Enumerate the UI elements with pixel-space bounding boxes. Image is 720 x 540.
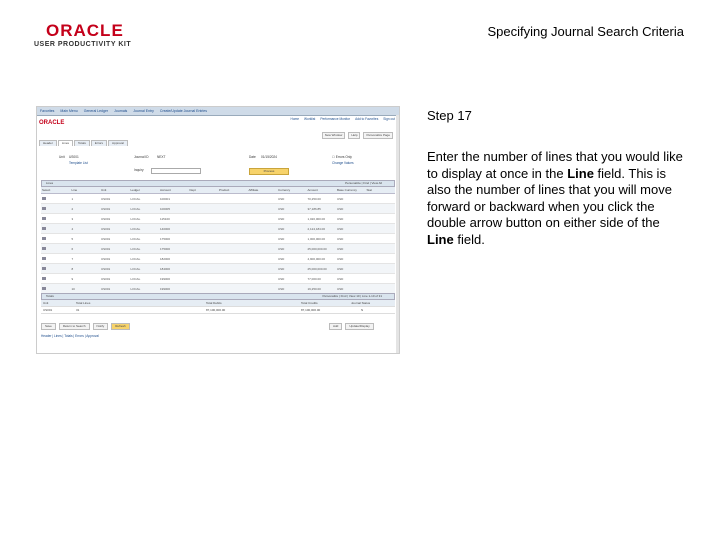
table-row[interactable] xyxy=(41,254,395,264)
column-header[interactable]: Currency xyxy=(277,187,307,194)
personalize-page-button[interactable]: Personalize Page xyxy=(363,132,393,139)
table-cell: 199000 xyxy=(159,284,189,294)
table-cell: 1,020,000.00 xyxy=(307,214,337,224)
tab-errors[interactable]: Errors xyxy=(91,140,107,146)
column-header[interactable]: Product xyxy=(218,187,248,194)
table-row[interactable] xyxy=(41,244,395,254)
footer-links[interactable]: Header | Lines | Totals | Errors | Approval xyxy=(41,334,99,338)
app-header xyxy=(37,116,399,130)
page-title: Specifying Journal Search Criteria xyxy=(487,24,684,39)
totals-section xyxy=(41,293,395,314)
column-header[interactable]: Unit xyxy=(100,187,130,194)
lines-grid-nav[interactable]: Personalize | Find | View All xyxy=(345,181,382,185)
process-button[interactable]: Process xyxy=(249,168,289,175)
logo-brand: ORACLE xyxy=(46,21,124,40)
table-cell: US001 xyxy=(100,234,130,244)
application-screenshot xyxy=(36,106,400,354)
table-cell xyxy=(41,274,71,284)
instruction-field-1: Line xyxy=(567,165,594,181)
table-cell xyxy=(41,254,71,264)
table-cell xyxy=(366,194,396,204)
inquiry-label: Inquiry xyxy=(134,168,144,172)
table-cell xyxy=(248,284,278,294)
lines-grid-title-text: Lines xyxy=(46,181,54,185)
topnav-item[interactable]: General Ledger xyxy=(83,109,109,113)
table-cell: 1,000,000.00 xyxy=(307,234,337,244)
table-cell: LOCAL xyxy=(130,204,160,214)
row-select-icon[interactable] xyxy=(42,247,46,250)
table-cell: USD xyxy=(336,234,366,244)
table-cell: 184000 xyxy=(159,264,189,274)
totals-title-text: Totals xyxy=(46,294,54,298)
table-cell xyxy=(41,244,71,254)
table-cell xyxy=(248,194,278,204)
errors-only-checkbox[interactable]: ☐ Errors Only xyxy=(332,155,352,159)
column-header[interactable]: Select xyxy=(41,187,71,194)
table-cell: USD xyxy=(277,284,307,294)
row-select-icon[interactable] xyxy=(42,217,46,220)
scrollbar[interactable] xyxy=(396,115,399,353)
table-row[interactable] xyxy=(41,284,395,294)
table-cell: 100001 xyxy=(159,194,189,204)
unit-label: Unit xyxy=(59,155,65,159)
table-cell xyxy=(248,264,278,274)
action-buttons xyxy=(41,323,130,330)
table-cell xyxy=(189,284,219,294)
table-cell: 6 xyxy=(71,244,101,254)
table-cell: US001 xyxy=(100,284,130,294)
table-cell: LOCAL xyxy=(130,264,160,274)
header-link[interactable]: Add to Favorites xyxy=(355,117,379,121)
table-cell xyxy=(189,264,219,274)
journal-info xyxy=(39,147,395,177)
unit-value: US001 xyxy=(69,155,79,159)
table-cell xyxy=(189,274,219,284)
table-cell: US001 xyxy=(100,254,130,264)
header-link[interactable]: Home xyxy=(290,117,300,121)
table-cell: LOCAL xyxy=(130,244,160,254)
topnav-item[interactable]: Journal Entry xyxy=(133,109,154,113)
totals-value: 87,100,000.00 xyxy=(301,308,321,312)
table-cell xyxy=(218,194,248,204)
header-link[interactable]: Worklist xyxy=(304,117,316,121)
table-cell xyxy=(218,264,248,274)
tab-header[interactable]: Header xyxy=(39,140,57,146)
tab-totals[interactable]: Totals xyxy=(74,140,90,146)
table-cell: USD xyxy=(336,204,366,214)
totals-col-header: Unit xyxy=(43,301,49,305)
table-cell: 77,000.00 xyxy=(307,274,337,284)
table-cell xyxy=(189,214,219,224)
table-cell xyxy=(366,284,396,294)
table-cell: LOCAL xyxy=(130,274,160,284)
table-cell: LOCAL xyxy=(130,234,160,244)
table-cell xyxy=(41,234,71,244)
help-button[interactable]: Help xyxy=(348,132,360,139)
table-cell xyxy=(248,224,278,234)
row-select-icon[interactable] xyxy=(42,287,46,290)
tab-approval[interactable]: Approval xyxy=(108,140,128,146)
instruction-text-3: field. xyxy=(453,231,485,247)
topnav-item[interactable]: Create/Update Journal Entries xyxy=(159,109,208,113)
table-cell xyxy=(366,274,396,284)
table-row[interactable] xyxy=(41,204,395,214)
date-label: Date xyxy=(249,155,256,159)
column-header[interactable]: Affiliate xyxy=(248,187,278,194)
table-cell xyxy=(189,194,219,204)
table-cell: USD xyxy=(336,224,366,234)
template-list-link[interactable]: Template List xyxy=(69,161,88,165)
table-cell xyxy=(41,284,71,294)
table-cell xyxy=(41,224,71,234)
table-cell xyxy=(366,204,396,214)
totals-value: 87,100,000.00 xyxy=(206,308,226,312)
table-cell: 3 xyxy=(71,214,101,224)
table-cell xyxy=(218,284,248,294)
topnav-item[interactable]: Journals xyxy=(114,109,128,113)
table-cell xyxy=(218,224,248,234)
table-cell xyxy=(41,204,71,214)
table-cell xyxy=(248,244,278,254)
table-cell: 25,000,000.00 xyxy=(307,244,337,254)
header-link[interactable]: Performance Monitor xyxy=(320,117,351,121)
table-cell: 2 xyxy=(71,204,101,214)
row-select-icon[interactable] xyxy=(42,197,46,200)
table-cell: LOCAL xyxy=(130,194,160,204)
totals-col-header: Journal Status xyxy=(351,301,371,305)
lines-grid-title xyxy=(41,180,395,187)
table-cell: 140000 xyxy=(159,224,189,234)
table-cell: LOCAL xyxy=(130,214,160,224)
return-to-search-button[interactable]: Return to Search xyxy=(59,323,90,330)
header-links xyxy=(291,117,395,121)
table-cell xyxy=(366,234,396,244)
table-cell xyxy=(218,204,248,214)
refresh-button[interactable]: Refresh xyxy=(111,323,130,330)
logo-product: USER PRODUCTIVITY KIT xyxy=(34,41,132,48)
column-header[interactable]: Account xyxy=(159,187,189,194)
notify-button[interactable]: Notify xyxy=(93,323,109,330)
lines-table xyxy=(41,187,395,294)
table-cell: 37,186.85 xyxy=(307,204,337,214)
column-header[interactable]: Stat xyxy=(366,187,396,194)
totals-value: US001 xyxy=(43,308,53,312)
table-cell xyxy=(218,244,248,254)
table-cell: USD xyxy=(277,234,307,244)
add-buttons xyxy=(329,323,374,330)
table-cell: 2,124,184.00 xyxy=(307,224,337,234)
table-cell: 5 xyxy=(71,234,101,244)
add-button[interactable]: Add xyxy=(329,323,342,330)
table-cell: US001 xyxy=(100,214,130,224)
table-cell: USD xyxy=(277,214,307,224)
table-cell xyxy=(366,244,396,254)
table-cell: US001 xyxy=(100,274,130,284)
table-cell xyxy=(189,224,219,234)
table-cell xyxy=(189,254,219,264)
save-button[interactable]: Save xyxy=(41,323,56,330)
table-cell: USD xyxy=(336,244,366,254)
table-cell: US001 xyxy=(100,204,130,214)
table-cell xyxy=(366,264,396,274)
table-row[interactable] xyxy=(41,234,395,244)
totals-value: 31 xyxy=(76,308,80,312)
table-cell xyxy=(248,274,278,284)
table-cell: 4,900,000.00 xyxy=(307,254,337,264)
column-header[interactable]: Dept xyxy=(189,187,219,194)
table-cell: 115100 xyxy=(159,214,189,224)
totals-col-header: Total Credits xyxy=(301,301,318,305)
lines-grid xyxy=(41,180,395,294)
table-cell: USD xyxy=(277,254,307,264)
table-cell: US001 xyxy=(100,194,130,204)
totals-nav[interactable]: Personalize | Find | View 10 | Line 1-10 of 31 xyxy=(322,294,382,298)
table-cell xyxy=(248,214,278,224)
column-header[interactable]: Ledger xyxy=(130,187,160,194)
totals-title xyxy=(41,293,395,300)
table-cell: USD xyxy=(336,274,366,284)
row-select-icon[interactable] xyxy=(42,257,46,260)
table-cell xyxy=(218,214,248,224)
table-cell: 100005 xyxy=(159,204,189,214)
journal-id-value: NEXT xyxy=(157,155,166,159)
table-cell: USD xyxy=(277,244,307,254)
table-cell: USD xyxy=(277,224,307,234)
table-cell: US001 xyxy=(100,264,130,274)
instruction-text-2: field. This is also the number of lines that you will move forward or backward when you click the double arrow button on either side of the xyxy=(427,165,672,230)
table-cell xyxy=(366,254,396,264)
table-cell: 9 xyxy=(71,274,101,284)
table-cell: 182000 xyxy=(159,254,189,264)
tab-lines[interactable]: Lines xyxy=(58,140,73,146)
update-display-button[interactable]: Update/Display xyxy=(345,323,373,330)
totals-value-row xyxy=(41,307,395,314)
table-cell xyxy=(189,244,219,254)
table-cell: USD xyxy=(336,284,366,294)
topnav-item[interactable]: Favorites xyxy=(40,109,55,113)
table-cell: 4 xyxy=(71,224,101,234)
table-cell: USD xyxy=(277,204,307,214)
oracle-upk-logo xyxy=(34,22,154,52)
table-row[interactable] xyxy=(41,224,395,234)
table-cell xyxy=(41,194,71,204)
table-cell: 10 xyxy=(71,284,101,294)
table-cell: USD xyxy=(336,254,366,264)
totals-col-header: Total Lines xyxy=(76,301,91,305)
table-cell: USD xyxy=(277,194,307,204)
table-cell: 175000 xyxy=(159,244,189,254)
totals-header-row xyxy=(41,300,395,307)
instruction-field-2: Line xyxy=(427,231,454,247)
table-cell xyxy=(248,234,278,244)
table-cell: 8 xyxy=(71,264,101,274)
table-cell: 19,250.00 xyxy=(307,284,337,294)
table-cell: USD xyxy=(277,264,307,274)
table-cell xyxy=(248,204,278,214)
table-cell xyxy=(248,254,278,264)
topnav-bar xyxy=(37,107,399,116)
row-select-icon[interactable] xyxy=(42,267,46,270)
row-select-icon[interactable] xyxy=(42,237,46,240)
journal-id-label: Journal ID xyxy=(134,155,149,159)
table-cell xyxy=(366,224,396,234)
page-toolbar xyxy=(322,132,393,139)
table-cell: 7 xyxy=(71,254,101,264)
app-brand-logo: ORACLE xyxy=(39,120,65,126)
header-link[interactable]: Sign out xyxy=(383,117,395,121)
inquiry-field[interactable] xyxy=(151,168,201,174)
table-row[interactable] xyxy=(41,214,395,224)
row-select-icon[interactable] xyxy=(42,207,46,210)
date-value: 01/15/2024 xyxy=(261,155,277,159)
instruction-text-1: Enter the number of lines that you would like to display at once in the xyxy=(427,149,683,181)
step-instructions xyxy=(427,149,687,248)
table-cell: USD xyxy=(336,264,366,274)
column-header[interactable]: Amount xyxy=(307,187,337,194)
table-row[interactable] xyxy=(41,264,395,274)
table-row[interactable] xyxy=(41,194,395,204)
change-values-link[interactable]: Change Values xyxy=(332,161,354,165)
table-row[interactable] xyxy=(41,274,395,284)
totals-value: N xyxy=(361,308,364,312)
errors-only-label: Errors Only xyxy=(335,155,352,159)
new-window-button[interactable]: New Window xyxy=(322,132,346,139)
table-cell xyxy=(189,204,219,214)
row-select-icon[interactable] xyxy=(42,227,46,230)
table-cell: LOCAL xyxy=(130,224,160,234)
table-body xyxy=(41,194,395,294)
step-label: Step 17 xyxy=(427,108,472,123)
column-header[interactable]: Line xyxy=(71,187,101,194)
table-cell: 175000 xyxy=(159,234,189,244)
table-cell xyxy=(218,234,248,244)
table-cell: 199000 xyxy=(159,274,189,284)
table-cell xyxy=(41,214,71,224)
totals-col-header: Total Debits xyxy=(206,301,222,305)
table-cell xyxy=(41,264,71,274)
table-cell: 25,000,000.00 xyxy=(307,264,337,274)
table-cell xyxy=(218,274,248,284)
table-cell: LOCAL xyxy=(130,254,160,264)
table-cell: LOCAL xyxy=(130,284,160,294)
table-cell: USD xyxy=(336,194,366,204)
table-cell: US001 xyxy=(100,244,130,254)
topnav-item[interactable]: Main Menu xyxy=(60,109,78,113)
table-cell xyxy=(189,234,219,244)
row-select-icon[interactable] xyxy=(42,277,46,280)
table-cell: 70,250.00 xyxy=(307,194,337,204)
table-cell xyxy=(218,254,248,264)
table-cell: 1 xyxy=(71,194,101,204)
table-cell: USD xyxy=(336,214,366,224)
column-header[interactable]: Base Currency xyxy=(336,187,366,194)
table-cell: USD xyxy=(277,274,307,284)
table-cell: US001 xyxy=(100,224,130,234)
page-tabs xyxy=(39,140,128,146)
table-cell xyxy=(366,214,396,224)
